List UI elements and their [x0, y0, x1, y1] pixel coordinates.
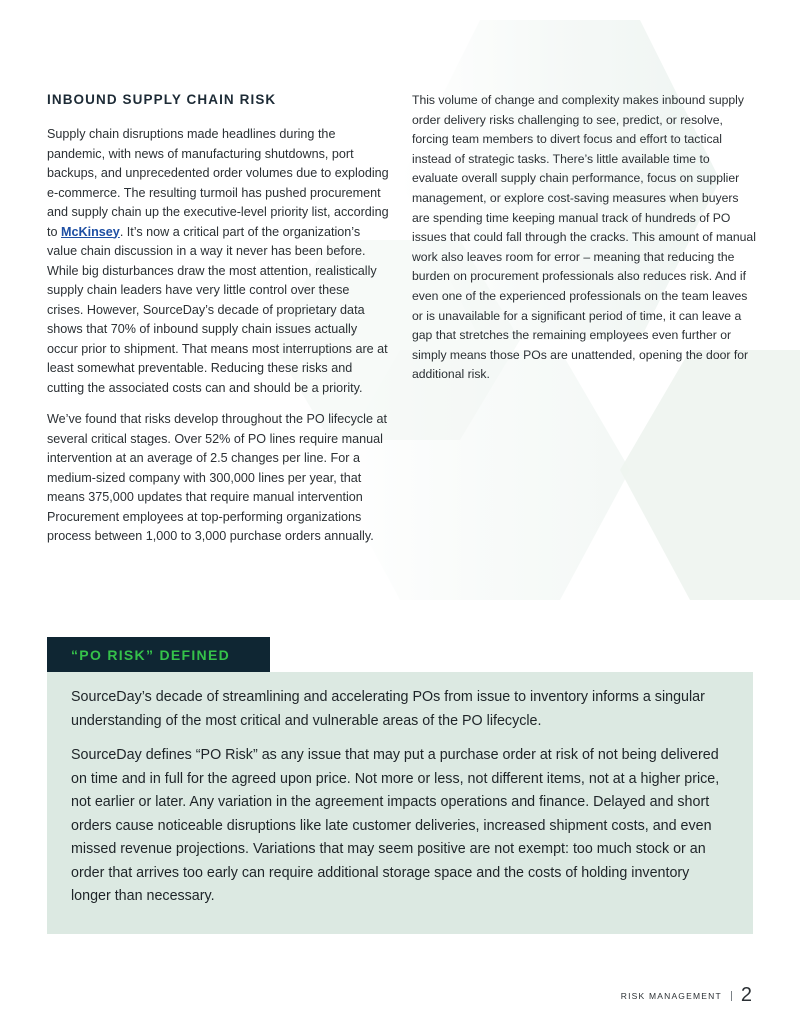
page-footer [621, 984, 752, 1007]
right-paragraph-1: This volume of change and complexity makes inbound supply order delivery risks challenging to see, predict, or resolve, forcing team members to divert focus and effort to tactical instead of strategic tasks. There’s little available time to evaluate overall supply chain performance, focus on supplier management, or explore cost-saving measures when buyers are spending time keeping manual track of hundreds of PO issues that could fall through the cracks. This amount of manual work also leaves room for error – meaning that reducing the burden on procurement professionals also reduces risk. And if even one of the experienced professionals on the team leaves or is unavailable for a significant period of time, it can leave a gap that stretches the remaining employees even further or simply means those POs are unattended, opening the door for additional risk. [412, 93, 756, 382]
left-column [47, 91, 389, 559]
paragraph-text: Supply chain disruptions made headlines during the pandemic, with news of manufacturing shutdowns, port backups, and unprecedented order volumes due to exploding e-commerce. The resulting turmoil has pushed procurement and supply chain up the executive-level priority list, according to [47, 127, 389, 239]
footer-divider [731, 991, 732, 1001]
footer-section-label: RISK MANAGEMENT [620, 990, 722, 1001]
right-column [412, 91, 758, 385]
callout-title: “PO RISK” DEFINED [71, 646, 231, 663]
mckinsey-link[interactable]: McKinsey [61, 224, 120, 239]
callout-title-tab [47, 637, 270, 672]
left-paragraph-1 [47, 125, 389, 398]
paragraph-text: . It’s now a critical part of the organization’s value chain discussion in a way it never has been before. While big disturbances draw the most attention, realistically supply chain leaders have very little control over these crises. However, SourceDay’s decade of proprietary data shows that 70% of inbound supply chain issues actually occur prior to shipment. That means most interruptions are at least somewhat preventable. Reducing these risks and cutting the associated costs can and should be a priority. [47, 224, 388, 395]
page-number: 2 [740, 984, 752, 1006]
section-heading: INBOUND SUPPLY CHAIN RISK [47, 92, 277, 107]
left-paragraph-2: We’ve found that risks develop throughout the PO lifecycle at several critical stages. Over 52% of PO lines require manual intervention at an average of 2.5 changes per line. For a medium-sized company with 300,000 lines per year, that means 375,000 updates that require manual intervention Procurement employees at top-performing organizations process between 1,000 to 3,000 purchase orders annually. [47, 412, 387, 543]
callout-paragraph-1: SourceDay’s decade of streamlining and accelerating POs from issue to inventory informs a singular understanding of the most critical and vulnerable areas of the PO lifecycle. [71, 689, 705, 729]
hexagon-shape [620, 350, 800, 600]
callout-box [47, 672, 753, 934]
callout-paragraph-2: SourceDay defines “PO Risk” as any issue that may put a purchase order at risk of not being delivered on time and in full for the agreed upon price. Not more or less, not different items, not at a higher price, not earlier or later. Any variation in the agreement impacts operations and finance. Delayed and short orders cause noticeable disruptions like late customer deliveries, increased shipment costs, and even missed revenue projections. Variations that may seem positive are not exempt: too much stock or an order that arrives too early can require additional storage space and the costs of holding inventory longer than necessary. [71, 747, 720, 904]
